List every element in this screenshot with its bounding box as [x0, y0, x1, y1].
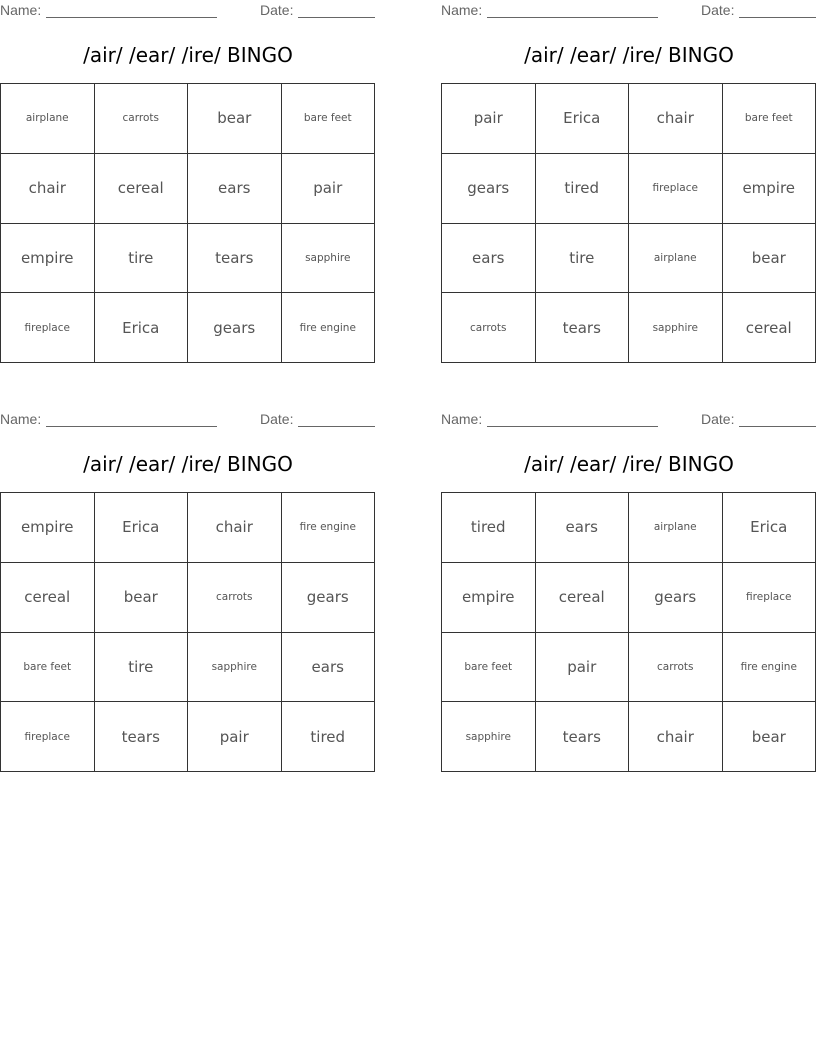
date-field-line	[298, 17, 375, 18]
name-field-line	[46, 426, 217, 427]
bingo-cell: fire engine	[723, 633, 816, 703]
bingo-cell: empire	[1, 224, 95, 294]
card-title: /air/ /ear/ /ire/ BINGO	[83, 452, 293, 476]
date-label: Date:	[260, 411, 294, 427]
bingo-grid	[441, 492, 816, 772]
name-date-row	[0, 411, 376, 429]
bingo-cell: tired	[536, 154, 630, 224]
bingo-cell: gears	[629, 563, 723, 633]
bingo-cell: bear	[723, 702, 816, 772]
name-date-row	[441, 2, 816, 20]
bingo-cell: tears	[95, 702, 189, 772]
bingo-cell: pair	[536, 633, 630, 703]
bingo-cell: tired	[442, 493, 536, 563]
date-field-line	[739, 17, 816, 18]
bingo-cell: chair	[629, 84, 723, 154]
bingo-cell: airplane	[629, 493, 723, 563]
bingo-cell: fireplace	[629, 154, 723, 224]
bingo-cell: cereal	[723, 293, 816, 363]
bingo-cell: bare feet	[282, 84, 376, 154]
bingo-cell: tire	[95, 633, 189, 703]
bingo-cell: fireplace	[723, 563, 816, 633]
bingo-cell: sapphire	[629, 293, 723, 363]
bingo-cell: Erica	[536, 84, 630, 154]
bingo-cell: Erica	[723, 493, 816, 563]
name-date-row	[441, 411, 816, 429]
bingo-cell: bare feet	[442, 633, 536, 703]
name-field-line	[487, 17, 658, 18]
card-title: /air/ /ear/ /ire/ BINGO	[524, 43, 734, 67]
bingo-cell: bear	[95, 563, 189, 633]
bingo-cell: ears	[442, 224, 536, 294]
card-title: /air/ /ear/ /ire/ BINGO	[524, 452, 734, 476]
bingo-cell: bear	[188, 84, 282, 154]
bingo-cell: bare feet	[1, 633, 95, 703]
bingo-grid	[0, 83, 375, 363]
bingo-cell: tire	[95, 224, 189, 294]
bingo-cell: ears	[282, 633, 376, 703]
date-label: Date:	[701, 2, 735, 18]
bingo-cell: empire	[723, 154, 816, 224]
bingo-cell: sapphire	[282, 224, 376, 294]
bingo-cell: gears	[188, 293, 282, 363]
name-label: Name:	[0, 411, 42, 427]
name-date-row	[0, 2, 376, 20]
bingo-cell: Erica	[95, 493, 189, 563]
bingo-cell: pair	[188, 702, 282, 772]
bingo-cell: cereal	[536, 563, 630, 633]
bingo-cell: sapphire	[188, 633, 282, 703]
bingo-cell: airplane	[629, 224, 723, 294]
bingo-card-3	[0, 409, 376, 785]
bingo-cell: carrots	[442, 293, 536, 363]
bingo-cell: cereal	[1, 563, 95, 633]
name-field-line	[487, 426, 658, 427]
bingo-cell: fireplace	[1, 702, 95, 772]
bingo-cell: bare feet	[723, 84, 816, 154]
bingo-cell: airplane	[1, 84, 95, 154]
bingo-cell: sapphire	[442, 702, 536, 772]
bingo-cell: tire	[536, 224, 630, 294]
bingo-cell: gears	[442, 154, 536, 224]
bingo-cell: ears	[536, 493, 630, 563]
bingo-cell: fire engine	[282, 493, 376, 563]
date-field-line	[298, 426, 375, 427]
bingo-cell: fireplace	[1, 293, 95, 363]
bingo-cell: tears	[536, 293, 630, 363]
bingo-cell: chair	[188, 493, 282, 563]
bingo-cell: cereal	[95, 154, 189, 224]
bingo-card-2	[441, 0, 816, 376]
date-field-line	[739, 426, 816, 427]
name-label: Name:	[441, 2, 483, 18]
bingo-cell: fire engine	[282, 293, 376, 363]
bingo-cell: ears	[188, 154, 282, 224]
bingo-cell: chair	[629, 702, 723, 772]
bingo-cell: pair	[442, 84, 536, 154]
name-field-line	[46, 17, 217, 18]
bingo-cell: Erica	[95, 293, 189, 363]
bingo-cell: tired	[282, 702, 376, 772]
bingo-grid	[0, 492, 375, 772]
bingo-cell: tears	[188, 224, 282, 294]
name-label: Name:	[0, 2, 42, 18]
bingo-cell: gears	[282, 563, 376, 633]
bingo-cell: carrots	[95, 84, 189, 154]
bingo-cell: carrots	[629, 633, 723, 703]
bingo-cell: carrots	[188, 563, 282, 633]
bingo-cell: tears	[536, 702, 630, 772]
bingo-card-1	[0, 0, 376, 376]
card-title: /air/ /ear/ /ire/ BINGO	[83, 43, 293, 67]
bingo-card-4	[441, 409, 816, 785]
name-label: Name:	[441, 411, 483, 427]
bingo-cell: pair	[282, 154, 376, 224]
bingo-cell: chair	[1, 154, 95, 224]
bingo-cell: bear	[723, 224, 816, 294]
date-label: Date:	[701, 411, 735, 427]
date-label: Date:	[260, 2, 294, 18]
bingo-cell: empire	[442, 563, 536, 633]
bingo-grid	[441, 83, 816, 363]
bingo-cell: empire	[1, 493, 95, 563]
